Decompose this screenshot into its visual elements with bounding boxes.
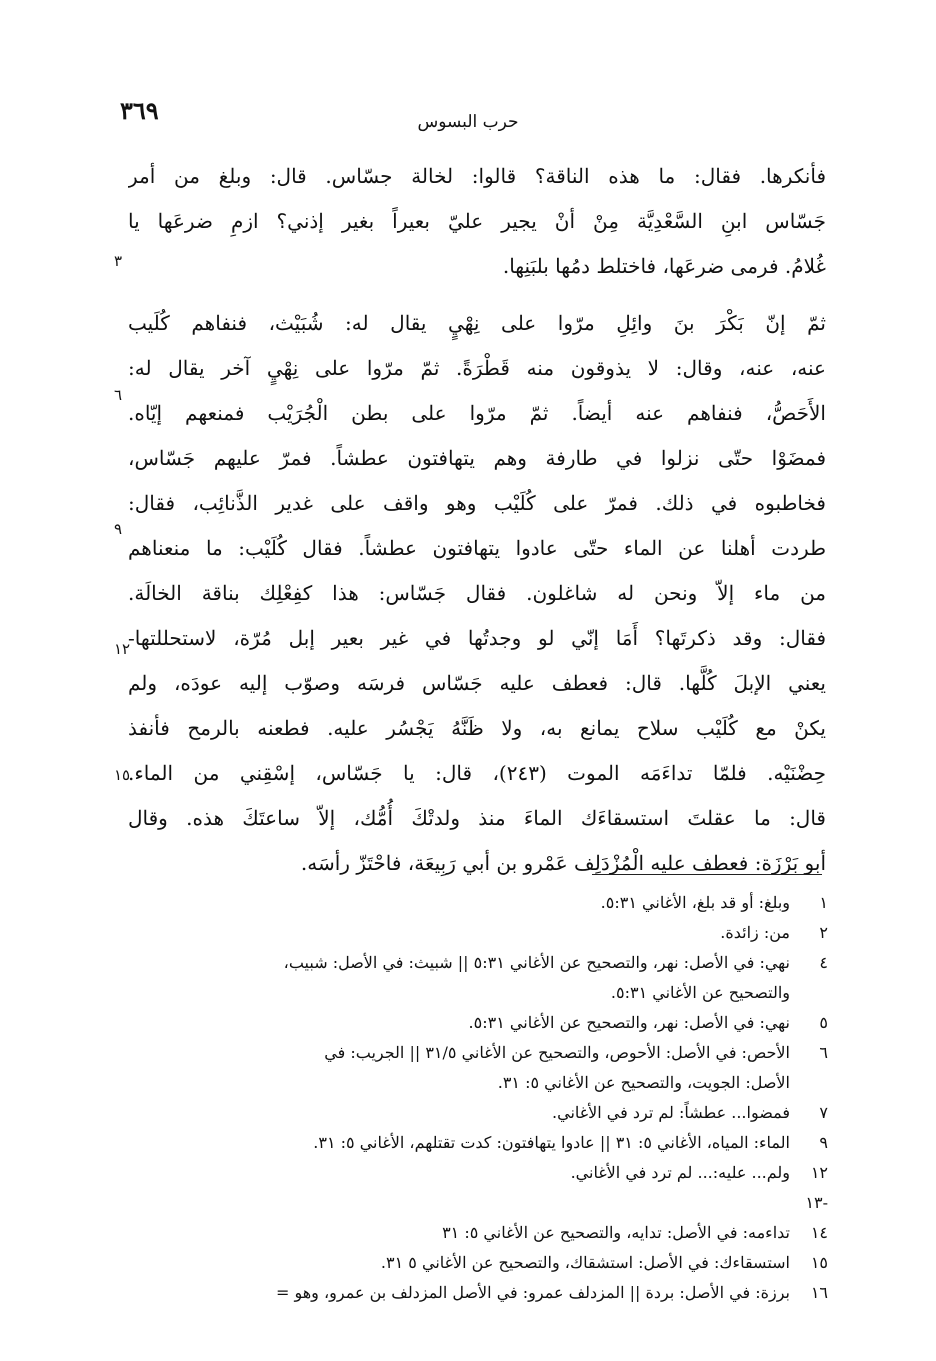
text-line: ثمّ إنّ بَكْرَ بنَ وائِلِ مرّوا على نِهْيٍ يقال له: شُبَيْث، فنفاهم كُلَيب: [128, 311, 826, 335]
footnote-number: ٦: [819, 1043, 828, 1062]
footnote: [150, 1248, 830, 1278]
text-line: يعني الإبلَ كُلَّها. قال: فعطف عليه جَسّاس فرسَه وصوّب إليه عودَه، ولم: [128, 671, 826, 695]
footnote-text: الأحص: في الأصل: الأحوص، والتصحيح عن الأغاني ٣١/٥ || الجريب: في: [324, 1043, 790, 1062]
line-number: ٣: [114, 252, 123, 270]
footnote-continuation: [150, 978, 830, 1008]
line-number: ١٥: [114, 766, 131, 784]
text-line: جَسّاس ابنِ السَّعْدِيَّة مِنْ أنْ يجير عليّ بعيراً بغير إذني؟ ازمِ ضرعَها يا: [128, 209, 826, 233]
page-number: ٣٦٩: [120, 96, 159, 125]
footnote-number: ٩: [819, 1133, 828, 1152]
footnote-number: ١٦: [810, 1283, 828, 1302]
text-line: من ماء إلاّ ونحن له شاغلون. فقال جَسّاس: هذا كفِعْلِك بناقة الخالَة.: [128, 581, 826, 605]
running-title: حرب البسوس: [417, 112, 519, 132]
footnote-number: ٧: [819, 1103, 828, 1122]
footnote: [150, 888, 830, 918]
page-header: [0, 92, 936, 132]
footnote-number: ٥: [819, 1013, 828, 1032]
paragraph: [128, 154, 826, 289]
footnote-text: وبلغ: أو قد بلغ، الأغاني ٥:٣١.: [600, 893, 790, 912]
footnote-continuation: [150, 1068, 830, 1098]
footnote-text: الماء: المياه، الأغاني ٥: ٣١ || عادوا يتهافتون: كدت تقتلهم، الأغاني ٥: ٣١.: [313, 1133, 790, 1152]
footnote: [150, 1008, 830, 1038]
text-line: قال: ما عقلتَ استسقاءَك الماءَ منذ ولدتْكَ أُمُّك، إلاّ ساعتَكَ هذه. وقال: [128, 806, 826, 830]
line-number: ٩: [114, 520, 123, 538]
footnote-text: والتصحيح عن الأغاني ٥:٣١.: [610, 983, 790, 1002]
text-line: يكنْ مع كُلَيْب سلاح يمانع به، ولا ظَنَّهُ يَجْسُر عليه. فطعنه بالرمح فأنفذ: [128, 716, 826, 740]
paragraph: [128, 301, 826, 886]
footnote-number: ١٢ -١٣: [805, 1163, 828, 1212]
footnote-number: ١٤: [810, 1223, 828, 1242]
footnote-text: ولم... عليه:... لم ترد في الأغاني.: [570, 1163, 790, 1182]
text-line: الأَحَصُّ، فنفاهم عنه أيضاً. ثمّ مرّوا على بطن الْجُرَيْب فمنعهم إيّاه.: [128, 401, 826, 425]
footnote-text: فمضوا... عطشاً: لم ترد في الأغاني.: [552, 1103, 790, 1122]
footnote: [150, 948, 830, 978]
footnote-number: ١: [819, 893, 828, 912]
footnote-number: ١٥: [810, 1253, 828, 1272]
footnote-text: نهي: في الأصل: نهر، والتصحيح عن الأغاني ٥:٣١.: [468, 1013, 790, 1032]
text-line: حِضْنَيْه. فلمّا تداءَمَه الموت (٢٤٣)، قال: يا جَسّاس، إسْقِني من الماء.: [128, 761, 826, 785]
text-line: فخاطبوه في ذلك. فمرّ على كُلَيْب وهو واقف على غدير الذَّنائِب، فقال:: [128, 491, 826, 515]
line-number: ١٢: [114, 640, 131, 658]
text-line: فأنكرها. فقال: ما هذه الناقة؟ قالوا: لخالة جسّاس. قال: وبلغ من أمر: [128, 164, 826, 188]
main-text: [128, 154, 826, 886]
footnote: [150, 1158, 830, 1218]
footnote: [150, 918, 830, 948]
footnotes: [150, 888, 830, 1308]
footnote-text: تداءمه: في الأصل: تدايه، والتصحيح عن الأغاني ٥: ٣١: [442, 1223, 790, 1242]
text-line: أبو بَرْزَة: فعطف عليه الْمُزْدَلِف عَمْرو بن أبي رَبِيعَة، فاحْتَزّ رأسَه.: [300, 851, 826, 875]
text-line: فمضَوْا حتّى نزلوا في طارفة وهم يتهافتون عطشاً. فمرّ عليهم جَسّاس،: [128, 446, 826, 470]
footnote-text: استسقاءك: في الأصل: استشقاك، والتصحيح عن الأغاني ٥ ٣١.: [380, 1253, 790, 1272]
footnote: [150, 1218, 830, 1248]
footnote-text: الأصل: الجويت، والتصحيح عن الأغاني ٥: ٣١.: [497, 1073, 790, 1092]
line-number: ٦: [114, 386, 123, 404]
footnote-number: ٢: [819, 923, 828, 942]
text-line: غُلامُ. فرمى ضرعَها، فاختلط دمُها بلبَنِها.: [502, 254, 826, 278]
footnote: [150, 1278, 830, 1308]
footnote-text: برزة: في الأصل: بردة || المزدلف عمرو: في الأصل المزدلف بن عمرو، وهو =: [275, 1283, 790, 1302]
footnote: [150, 1128, 830, 1158]
footnote-number: ٤: [819, 953, 828, 972]
text-line: طردت أهلنا عن الماء حتّى عادوا يتهافتون عطشاً. فقال كُلَيْب: ما منعناهم: [128, 536, 826, 560]
footnote: [150, 1098, 830, 1128]
footnote-separator: [592, 874, 822, 875]
text-line: عنه، عنه، وقال: لا يذوقون منه قَطْرَةً. ثمّ مرّوا على نِهْيٍ آخر يقال له:: [128, 356, 826, 380]
footnote-text: من: زائدة.: [720, 923, 790, 942]
text-line: فقال: وقد ذكرتَها؟ أَمَا إنّي لو وجدتُها في غير بعير إبل مُرّة، لاستحللتها-: [128, 626, 826, 650]
footnote: [150, 1038, 830, 1068]
footnote-text: نهي: في الأصل: نهر، والتصحيح عن الأغاني ٥:٣١ || شبيث: في الأصل: شبيب،: [283, 953, 790, 972]
